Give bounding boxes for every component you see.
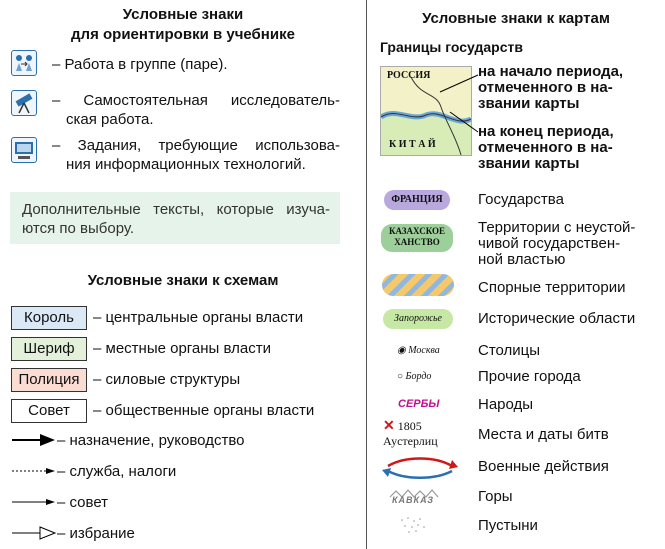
dashed-arrow-icon [12,468,55,474]
extra-text-line2: ются по выбору. [22,220,135,237]
battle-place: Аустерлиц [383,434,438,448]
border-end-line2: отмеченного в на- [478,139,613,156]
border-start-line1: на начало периода, [478,63,624,80]
people-symbol: СЕРБЫ [398,398,440,410]
scheme-desc-king: – центральные органы власти [93,309,304,326]
capital-symbol-text: Москва [408,345,440,356]
legend-label-battles: Места и даты битв [478,426,609,443]
schemes-title: Условные знаки к схемам [87,272,279,289]
map-label-china: К И Т А Й [389,139,436,150]
city-symbol: ○ Бордо [397,371,432,382]
border-start-line3: звании карты [478,95,580,112]
legend-label-unstable-1: Территории с неустой- [478,219,636,236]
telescope-icon [11,90,37,116]
arrow-legend [10,430,56,540]
legend-label-cities: Прочие города [478,368,581,385]
battle-symbol [383,419,438,448]
arrow-desc-service: – служба, налоги [57,463,177,480]
arrow-desc-advice: – совет [57,494,109,511]
border-leader-lines [430,70,480,140]
legend-label-states: Государства [478,191,564,208]
legend-label-capitals: Столицы [478,342,541,359]
it-text-line1: – Задания, требующие использова- [52,137,340,154]
scheme-box-police: Полиция [11,368,87,392]
mountains-label: КАВКАЗ [392,495,435,505]
borders-title: Границы государств [380,39,523,55]
research-text-line1: – Самостоятельная исследователь- [52,92,340,109]
extra-text-line1: Дополнительные тексты, которые изуча- [22,201,330,218]
solid-bold-arrow-icon [12,434,55,446]
unstable-territory-symbol [381,224,453,252]
scheme-box-sheriff: Шериф [11,337,87,361]
unstable-symbol-line2: ХАНСТВО [394,237,440,247]
border-end-line1: на конец периода, [478,123,614,140]
arrow-desc-appointment: – назначение, руководство [57,432,245,449]
battle-year: 1805 [397,419,422,433]
arrow-desc-election: – избрание [57,525,135,542]
legend-label-historic: Исторические области [478,310,636,327]
legend-label-unstable-2: чивой государствен- [478,235,621,252]
state-symbol: ФРАНЦИЯ [384,190,450,210]
military-action-icon [380,454,460,482]
scheme-desc-council: – общественные органы власти [93,402,315,419]
map-label-russia: РОССИЯ [387,70,431,81]
border-start-line2: отмеченного в на- [478,79,613,96]
right-title: Условные знаки к картам [422,10,610,27]
left-title-line1: Условные знаки [122,6,244,23]
group-work-icon [11,50,37,76]
extra-text-block [10,192,340,244]
scheme-desc-police: – силовые структуры [93,371,241,388]
legend-label-peoples: Народы [478,396,534,413]
it-text-line2: ния информационных технологий. [66,156,306,173]
column-divider [366,0,367,549]
legend-label-deserts: Пустыни [478,517,538,534]
legend-label-unstable-3: ной властью [478,251,566,268]
scheme-desc-sheriff: – местные органы власти [93,340,271,357]
legend-label-military: Военные действия [478,458,609,475]
left-title-line2: для ориентировки в учебнике [71,26,295,43]
capital-symbol: ◉ Москва [397,345,440,356]
group-work-text: – Работа в группе (паре). [52,56,228,73]
disputed-territory-symbol [382,274,454,296]
border-end-line3: звании карты [478,155,580,172]
scheme-box-king: Король [11,306,87,330]
city-symbol-text: Бордо [405,371,432,382]
unstable-symbol-line1: КАЗАХСКОЕ [388,226,445,236]
legend-label-mountains: Горы [478,488,513,505]
computer-icon [11,137,37,163]
hollow-arrow-icon [12,527,55,539]
thin-arrow-icon [12,499,55,505]
scheme-box-council: Совет [11,399,87,423]
research-text-line2: ская работа. [66,111,154,128]
battle-cross-icon: ✕ [383,419,395,434]
historic-region-symbol: Запорожье [383,309,453,329]
desert-icon [398,515,428,535]
mountains-symbol [386,487,442,507]
legend-label-disputed: Спорные территории [478,279,626,296]
